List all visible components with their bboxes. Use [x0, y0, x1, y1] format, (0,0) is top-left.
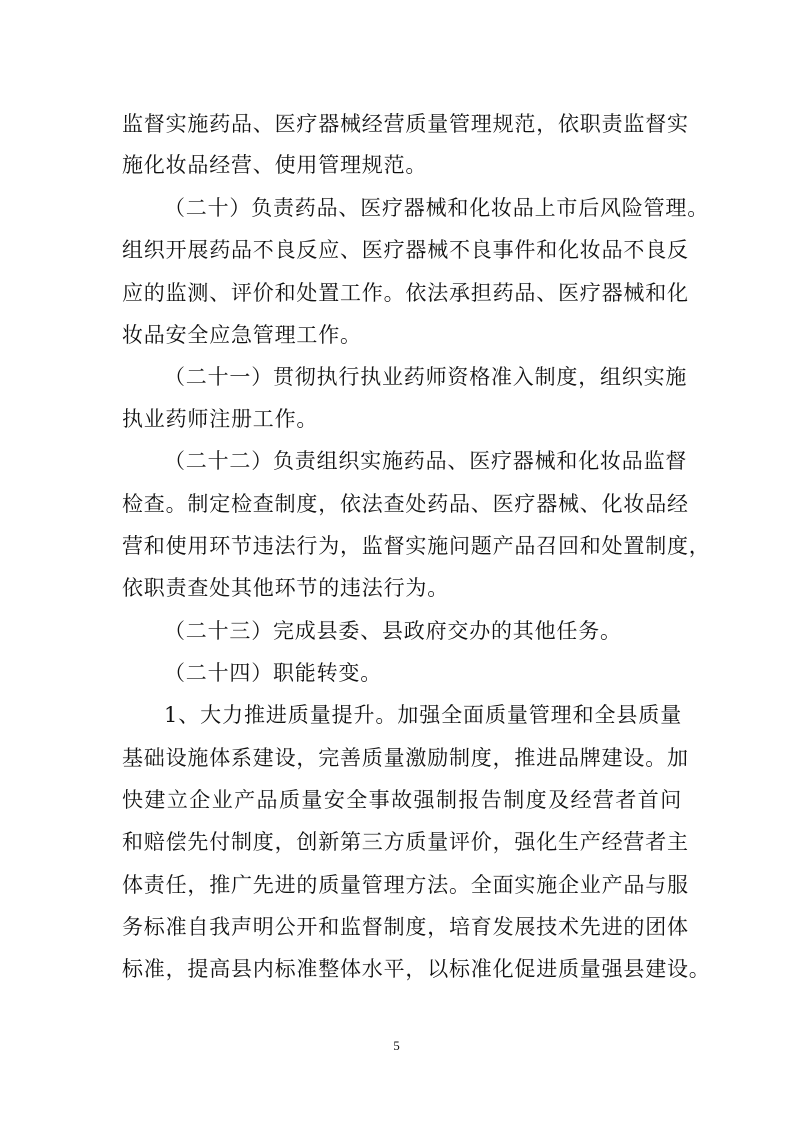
text-line: 应的监测、评价和处置工作。依法承担药品、医疗器械和化	[122, 281, 689, 305]
text-line: 1、大力推进质量提升。加强全面质量管理和全县质量	[164, 703, 682, 727]
text-line: 妆品安全应急管理工作。	[122, 323, 362, 347]
text-line: 施化妆品经营、使用管理规范。	[122, 153, 428, 177]
text-line: 依职责查处其他环节的违法行为。	[122, 576, 449, 600]
text-line: （二十一）贯彻执行执业药师资格准入制度，组织实施	[164, 365, 688, 389]
text-line: 基础设施体系建设，完善质量激励制度，推进品牌建设。加	[122, 746, 689, 770]
text-line: （二十二）负责组织实施药品、医疗器械和化妆品监督	[164, 449, 688, 473]
text-line: 营和使用环节违法行为，监督实施问题产品召回和处置制度，	[122, 534, 711, 558]
text-line: 监督实施药品、医疗器械经营质量管理规范，依职责监督实	[122, 112, 689, 136]
text-line: （二十三）完成县委、县政府交办的其他任务。	[164, 619, 622, 643]
text-line: 执业药师注册工作。	[122, 407, 319, 431]
text-line: 标准，提高县内标准整体水平，以标准化促进质量强县建设。	[122, 957, 711, 981]
text-line: （二十四）职能转变。	[164, 661, 382, 685]
page-number: 5	[393, 1038, 400, 1053]
text-line: 检查。制定检查制度，依法查处药品、医疗器械、化妆品经	[122, 492, 689, 516]
text-line: 快建立企业产品质量安全事故强制报告制度及经营者首问	[122, 788, 682, 812]
text-line: 组织开展药品不良反应、医疗器械不良事件和化妆品不良反	[122, 238, 689, 262]
text-line: 务标准自我声明公开和监督制度，培育发展技术先进的团体	[122, 915, 689, 939]
text-line: 和赔偿先付制度，创新第三方质量评价，强化生产经营者主	[122, 830, 689, 854]
text-line: （二十）负责药品、医疗器械和化妆品上市后风险管理。	[164, 196, 709, 220]
text-line: 体责任，推广先进的质量管理方法。全面实施企业产品与服	[122, 873, 689, 897]
